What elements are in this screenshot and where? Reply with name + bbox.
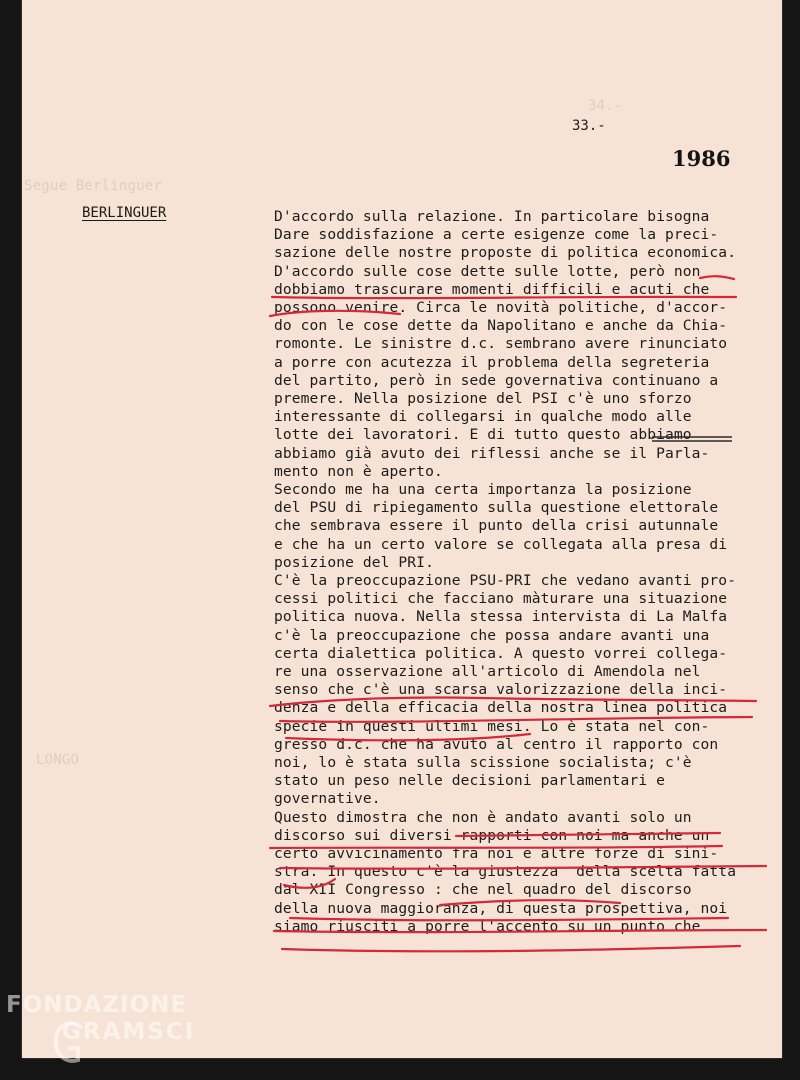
text-line: governative. bbox=[274, 790, 381, 808]
text-line: denza e della efficacia della nostra linea politica bbox=[274, 699, 728, 717]
watermark-g-emblem-icon bbox=[52, 1020, 88, 1068]
text-line: sazione delle nostre proposte di politica economica. bbox=[274, 244, 737, 262]
text-line: possono venire. Circa le novità politiche, d'accor- bbox=[274, 299, 728, 316]
text-line: C'è la preoccupazione PSU-PRI che vedano avanti pro- bbox=[274, 572, 737, 589]
text-line: do con le cose dette da Napolitano e anche da Chia- bbox=[274, 317, 728, 335]
text-line: D'accordo sulla relazione. In particolare bisogna bbox=[274, 208, 710, 225]
page-number: 33.- bbox=[572, 118, 606, 134]
text-line: premere. Nella posizione del PSI c'è uno sforzo bbox=[274, 390, 692, 407]
text-line: c'è la preoccupazione che possa andare avanti una bbox=[274, 626, 710, 644]
fondazione-gramsci-watermark bbox=[6, 994, 195, 1044]
text-line: dal XII Congresso : che nel quadro del discorso bbox=[274, 881, 692, 899]
year-stamp: 1986 bbox=[672, 146, 731, 171]
text-line: senso che c'è una scarsa valorizzazione della inci- bbox=[274, 681, 728, 699]
text-line: cessi politici che facciano màturare una situazione bbox=[274, 590, 728, 608]
text-line: discorso sui diversi rapporti con noi ma anche un bbox=[274, 826, 710, 844]
text-line: dobbiamo trascurare momenti difficili e acuti che bbox=[274, 280, 710, 298]
text-line: stra. In questo c'è la giustezza della scelta fatta bbox=[274, 863, 737, 881]
show-through-speaker: LONGO bbox=[36, 752, 80, 768]
text-line: mento non è aperto. bbox=[274, 462, 443, 480]
text-line: specie in questi ultimi mesi. Lo è stata nel con- bbox=[274, 717, 710, 735]
text-line: certa dialettica politica. A questo vorrei collega- bbox=[274, 644, 728, 662]
text-line: gresso d.c. che ha avuto al centro il rapporto con bbox=[274, 735, 719, 753]
text-line: della nuova maggioranza, di questa prospettiva, noi bbox=[274, 899, 728, 917]
show-through-left-heading: Segue Berlinguer bbox=[24, 178, 163, 194]
text-line: romonte. Le sinistre d.c. sembrano avere rinunciato bbox=[274, 335, 728, 353]
text-line: posizione del PRI. bbox=[274, 553, 434, 571]
text-line: lotte dei lavoratori. E di tutto questo abbiamo bbox=[274, 426, 692, 444]
text-line: Secondo me ha una certa importanza la posizione bbox=[274, 481, 692, 498]
text-line: del PSU di ripiegamento sulla questione elettorale bbox=[274, 499, 719, 517]
text-line: Dare soddisfazione a certe esigenze come la preci- bbox=[274, 226, 719, 244]
text-line: Questo dimostra che non è andato avanti solo un bbox=[274, 808, 692, 826]
text-line: politica nuova. Nella stessa intervista di La Malfa bbox=[274, 608, 728, 626]
text-line: stato un peso nelle decisioni parlamentari e bbox=[274, 772, 665, 790]
watermark-line2: GRAMSCI bbox=[62, 1019, 196, 1045]
text-line: re una osservazione all'articolo di Amendola nel bbox=[274, 663, 701, 680]
text-line: e che ha un certo valore se collegata alla presa di bbox=[274, 535, 728, 553]
text-line: che sembrava essere il punto della crisi autunnale bbox=[274, 517, 719, 535]
text-line: interessante di collegarsi in qualche modo alle bbox=[274, 408, 692, 426]
show-through-page-number: 34.- bbox=[588, 98, 623, 114]
text-line: a porre con acutezza il problema della segreteria bbox=[274, 353, 710, 371]
speaker-name: BERLINGUER bbox=[82, 205, 167, 221]
watermark-line1: FONDAZIONE bbox=[6, 992, 188, 1018]
text-line: del partito, però in sede governativa continuano a bbox=[274, 371, 719, 389]
text-line: abbiamo già avuto dei riflessi anche se il Parla- bbox=[274, 444, 710, 462]
text-line: noi, lo è stata sulla scissione socialista; c'è bbox=[274, 754, 692, 771]
text-line: certo avvicinamento fra noi e altre forze di sini- bbox=[274, 845, 719, 862]
text-line: D'accordo sulle cose dette sulle lotte, però non bbox=[274, 262, 701, 280]
text-line: siamo riusciti a porre l'accento su un punto che bbox=[274, 917, 701, 935]
